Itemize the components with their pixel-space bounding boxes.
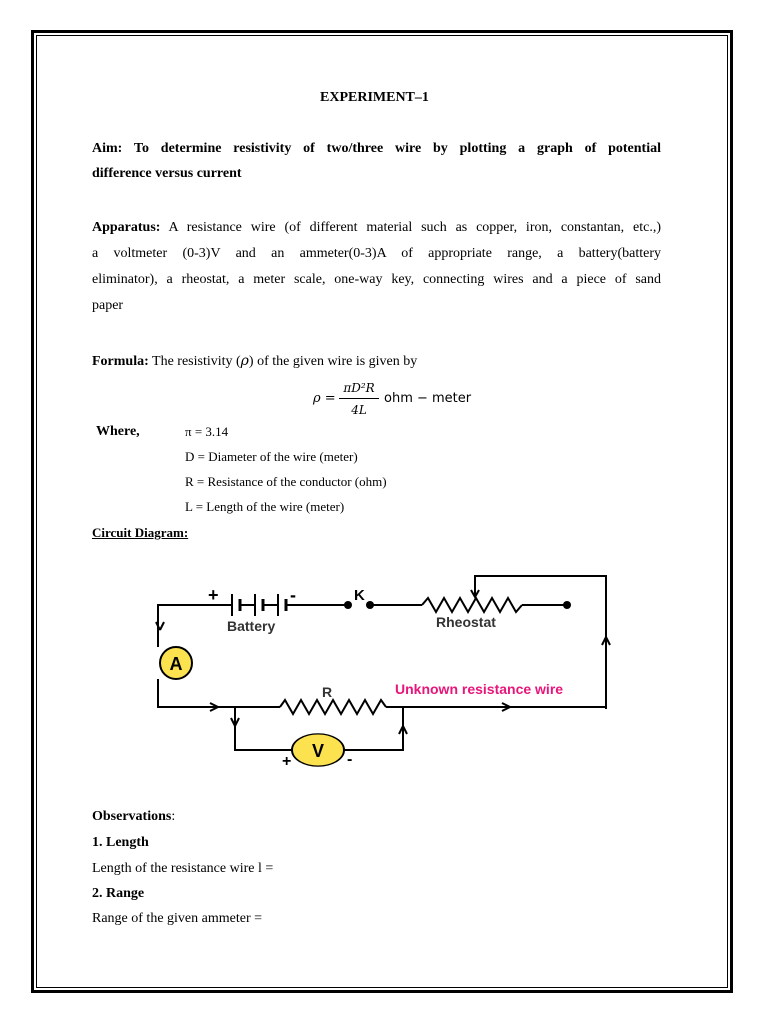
wire-top-left <box>158 605 232 647</box>
observations-colon: : <box>171 809 176 824</box>
apparatus-line-3: eliminator), a rheostat, a meter scale, one-way key, connecting wires and a piece of sand <box>92 272 661 287</box>
formula-text-before: The resistivity ( <box>148 354 241 369</box>
aim-line-2: difference versus current <box>92 166 242 181</box>
formula-denominator: 4L <box>351 403 367 417</box>
voltmeter-minus: - <box>347 751 353 768</box>
where-item-r: R = Resistance of the conductor (ohm) <box>185 474 387 489</box>
ammeter-label: A <box>169 654 183 674</box>
battery-minus: - <box>290 585 296 605</box>
voltmeter-plus: + <box>282 753 292 770</box>
where-item-pi: π = 3.14 <box>185 424 229 439</box>
battery-symbol <box>232 594 286 616</box>
formula-unit: ohm − meter <box>384 391 472 406</box>
voltmeter-label: V <box>311 741 325 761</box>
observation-1-text: Length of the resistance wire l = <box>92 861 274 876</box>
battery-label: Battery <box>227 618 276 634</box>
wire-bottom-left <box>158 679 280 707</box>
aim-line-1: Aim: To determine resistivity of two/three wire by plotting a graph of potential <box>92 141 661 156</box>
apparatus-line-2: a voltmeter (0-3)V and an ammeter(0-3)A of appropriate range, a battery(battery <box>92 246 661 261</box>
formula-label: Formula: <box>92 354 149 369</box>
where-label: Where, <box>96 424 140 439</box>
key-terminal-left <box>344 601 352 609</box>
where-item-l: L = Length of the wire (meter) <box>185 499 345 514</box>
where-item-d: D = Diameter of the wire (meter) <box>185 449 358 464</box>
observation-2-text: Range of the given ammeter = <box>92 911 263 926</box>
unknown-wire-label: Unknown resistance wire <box>395 681 564 697</box>
apparatus-text-1: A resistance wire (of different material such as copper, iron, constantan, etc.,) <box>160 220 661 235</box>
formula-lhs: ρ = <box>313 391 336 406</box>
key-terminal-right <box>366 601 374 609</box>
battery-plus: + <box>208 585 219 605</box>
resistor-coil <box>280 700 386 714</box>
apparatus-label: Apparatus: <box>92 220 161 235</box>
rheostat-terminal <box>563 601 571 609</box>
rheostat-label: Rheostat <box>436 614 496 630</box>
formula-text-after: ) of the given wire is given by <box>248 354 418 369</box>
formula-numerator: πD²R <box>343 381 375 395</box>
observations-heading <box>92 809 175 825</box>
observations-label: Observations <box>92 809 172 824</box>
rheostat-coil <box>422 598 522 612</box>
observation-1-title: 1. Length <box>92 835 149 850</box>
wire-volt-left <box>235 707 292 750</box>
key-label: K <box>354 587 365 604</box>
resistor-label: R <box>322 684 333 700</box>
experiment-title: EXPERIMENT–1 <box>320 90 429 105</box>
circuit-heading: Circuit Diagram: <box>92 525 189 540</box>
rho-symbol: ρ <box>240 353 249 369</box>
apparatus-line-4: paper <box>92 298 124 313</box>
observation-2-title: 2. Range <box>92 886 145 901</box>
